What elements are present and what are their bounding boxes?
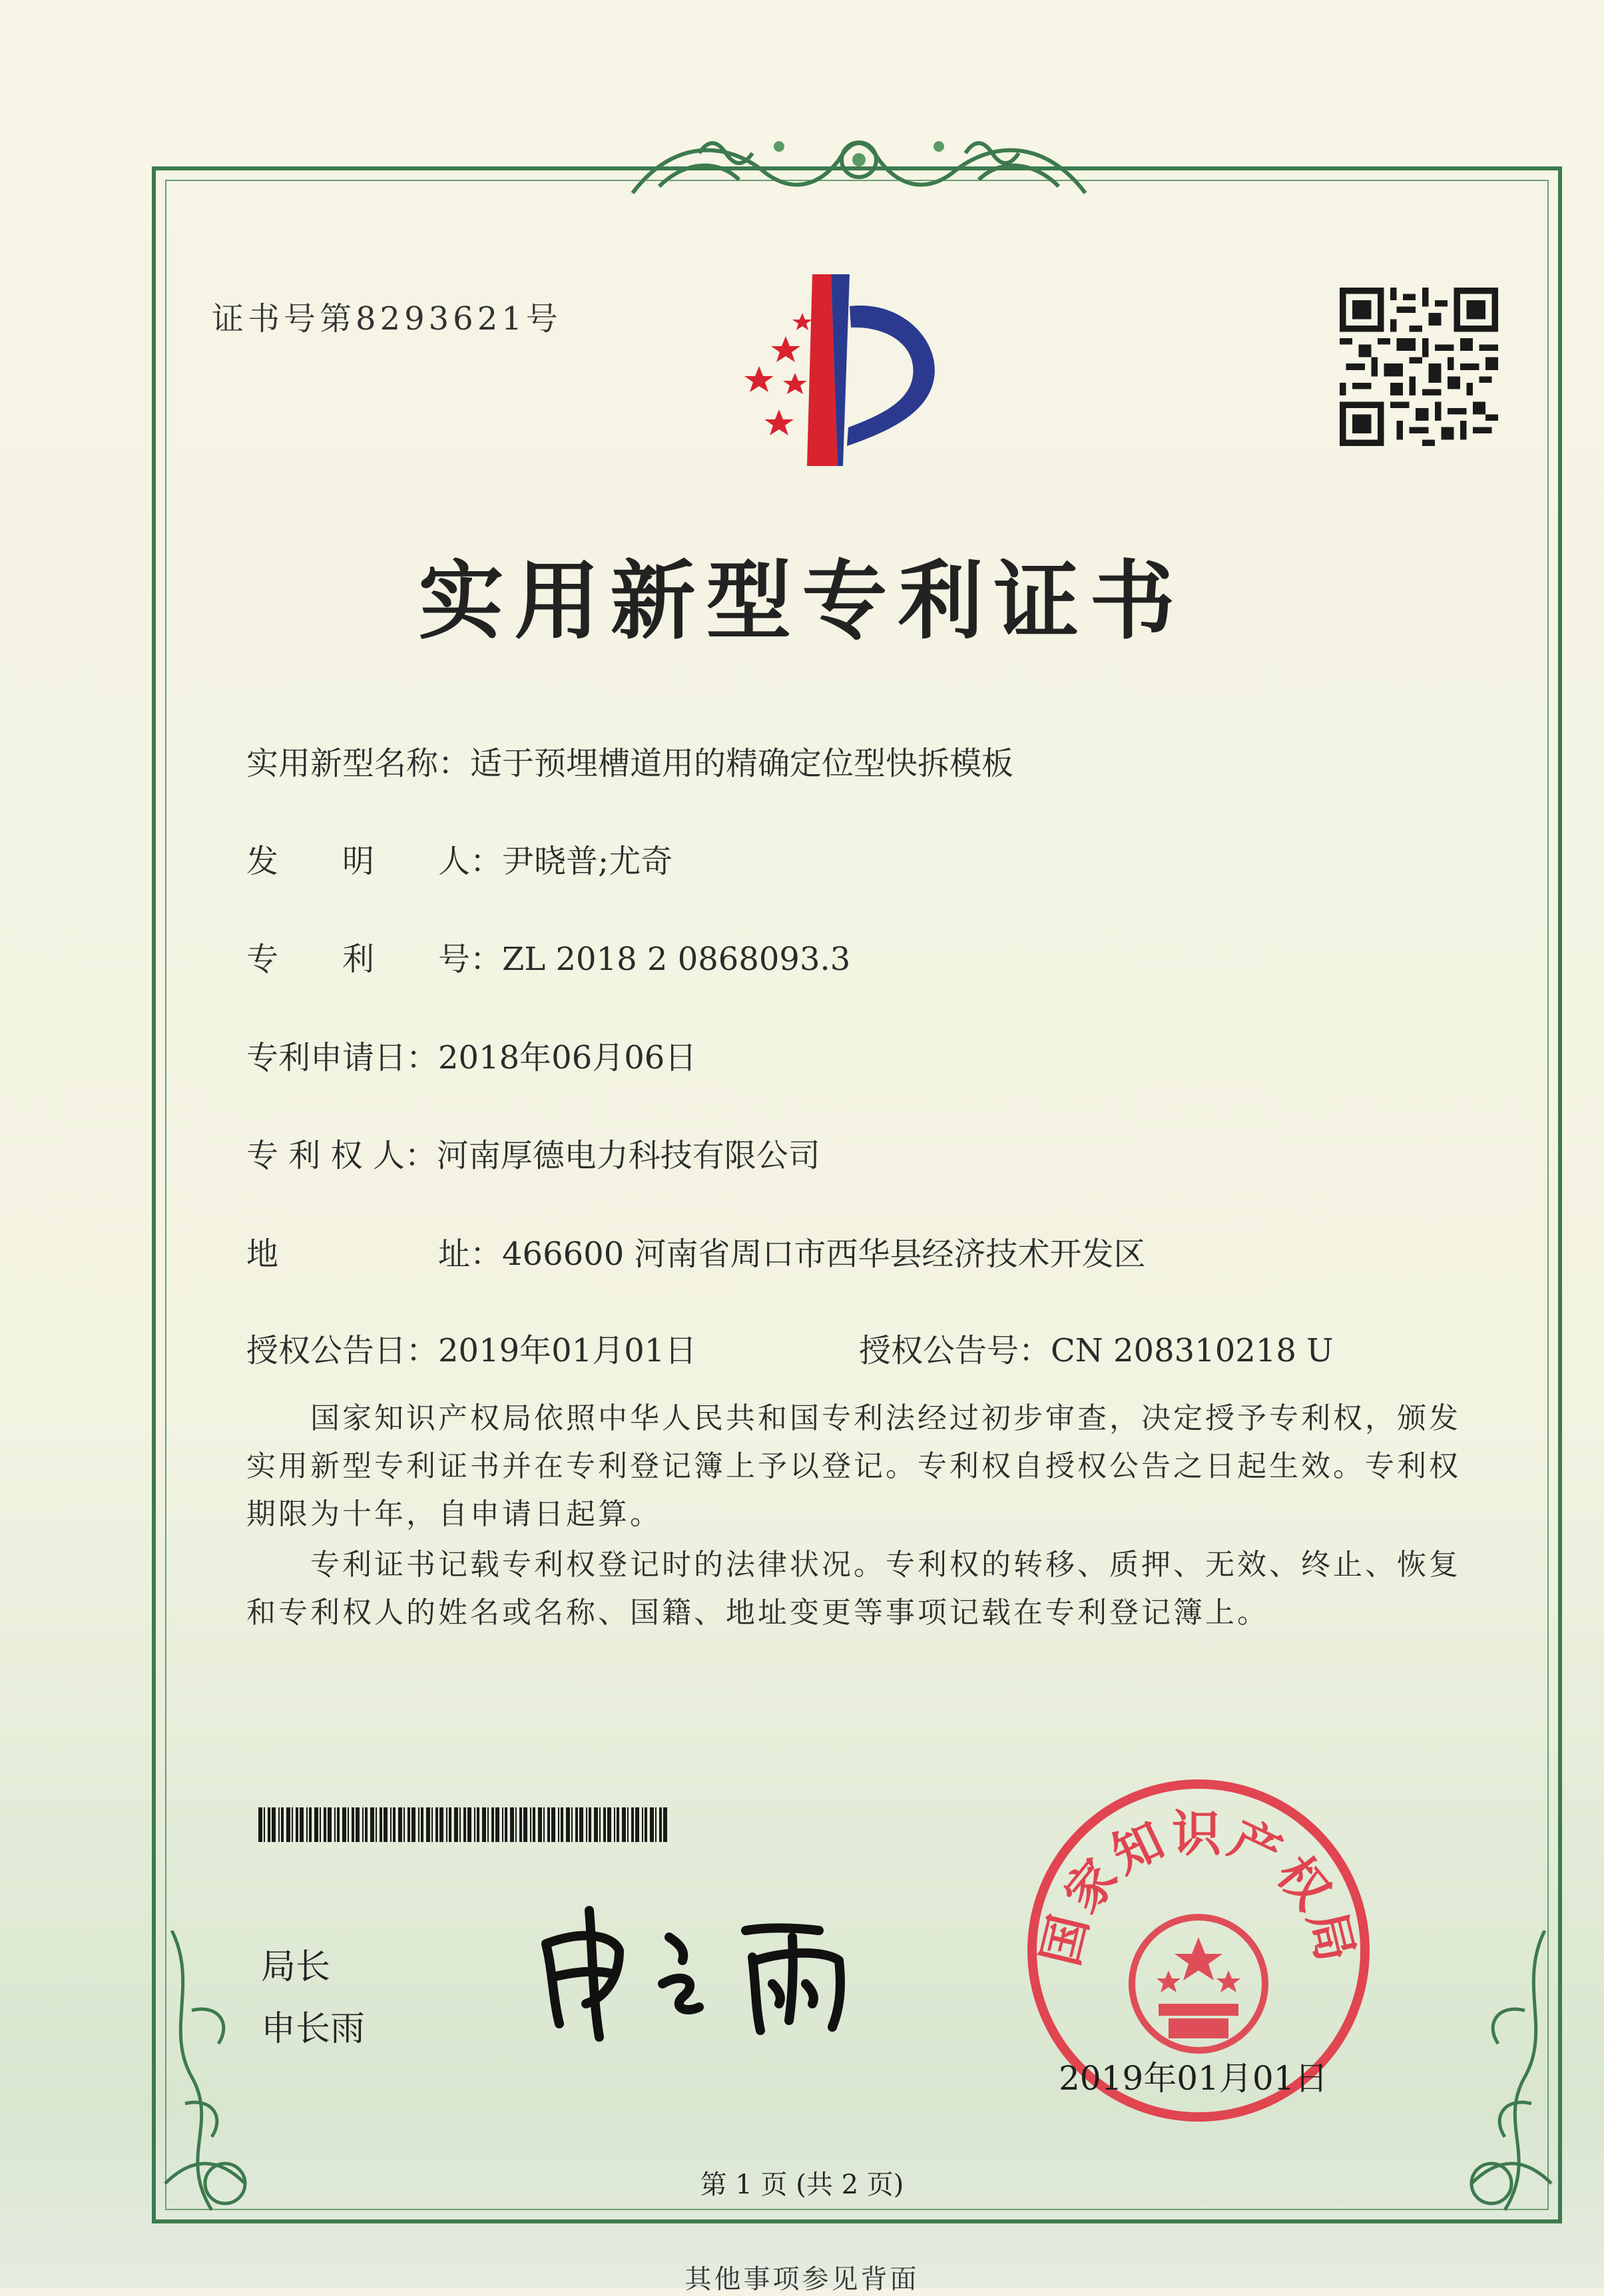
field-utility-model-name: [246, 738, 1013, 784]
field-value: CN 208310218 U: [1051, 1332, 1334, 1369]
field-label: 专 利 号：: [246, 941, 503, 978]
field-label: 地 址：: [246, 1236, 503, 1273]
field-address: [246, 1228, 1146, 1274]
field-grant-number: [859, 1325, 1334, 1371]
field-label: 实用新型名称：: [246, 745, 471, 782]
top-ornament-icon: [619, 120, 1099, 213]
field-inventor: [246, 835, 672, 881]
director-title: 局长: [261, 1947, 331, 1987]
field-label: 授权公告号：: [859, 1332, 1051, 1369]
field-filing-date: [246, 1032, 696, 1078]
field-value: 2018年06月06日: [438, 1039, 697, 1076]
qr-code-icon: [1340, 288, 1498, 446]
field-label: 专利申请日：: [246, 1039, 439, 1076]
field-value: ZL 2018 2 0868093.3: [502, 941, 851, 978]
certificate-title: 实用新型专利证书: [418, 552, 1186, 651]
field-patent-number: [246, 933, 850, 979]
director-name: 申长雨: [261, 2009, 366, 2049]
field-value: 适于预埋槽道用的精确定位型快拆模板: [470, 745, 1014, 782]
patent-office-emblem-icon: [732, 273, 972, 473]
legal-paragraph-1: 国家知识产权局依照中华人民共和国专利法经过初步审查，决定授予专利权，颁发实用新型专利证书并在专利登记簿上予以登记。专利权自授权公告之日起生效。专利权期限为十年，自申请日起算。: [246, 1401, 1461, 1531]
certificate-number: 证书号第8293621号: [212, 300, 562, 338]
field-value: 河南厚德电力科技有限公司: [436, 1137, 820, 1174]
field-value: 2019年01月01日: [438, 1332, 697, 1369]
field-value: 466600 河南省周口市西华县经济技术开发区: [502, 1236, 1146, 1273]
field-grant-date: [246, 1325, 696, 1371]
page-number: 第 1 页 (共 2 页): [700, 2170, 904, 2200]
field-label: 发 明 人：: [246, 843, 503, 880]
field-patentee: [246, 1130, 820, 1176]
field-label: 专 利 权 人：: [246, 1137, 437, 1174]
field-label: 授权公告日：: [246, 1332, 439, 1369]
seal-text: 国家知识产权局: [1031, 1805, 1366, 1971]
barcode-icon: [258, 1807, 671, 1842]
seal-date: 2019年01月01日: [1059, 2059, 1328, 2098]
legal-paragraph-2: 专利证书记载专利权登记时的法律状况。专利权的转移、质押、无效、终止、恢复和专利权人的姓名或名称、国籍、地址变更等事项记载在专利登记簿上。: [246, 1548, 1461, 1630]
field-value: 尹晓普;尤奇: [502, 843, 673, 880]
director-signature-icon: [526, 1897, 872, 2044]
footer-note: 其他事项参见背面: [684, 2264, 920, 2295]
